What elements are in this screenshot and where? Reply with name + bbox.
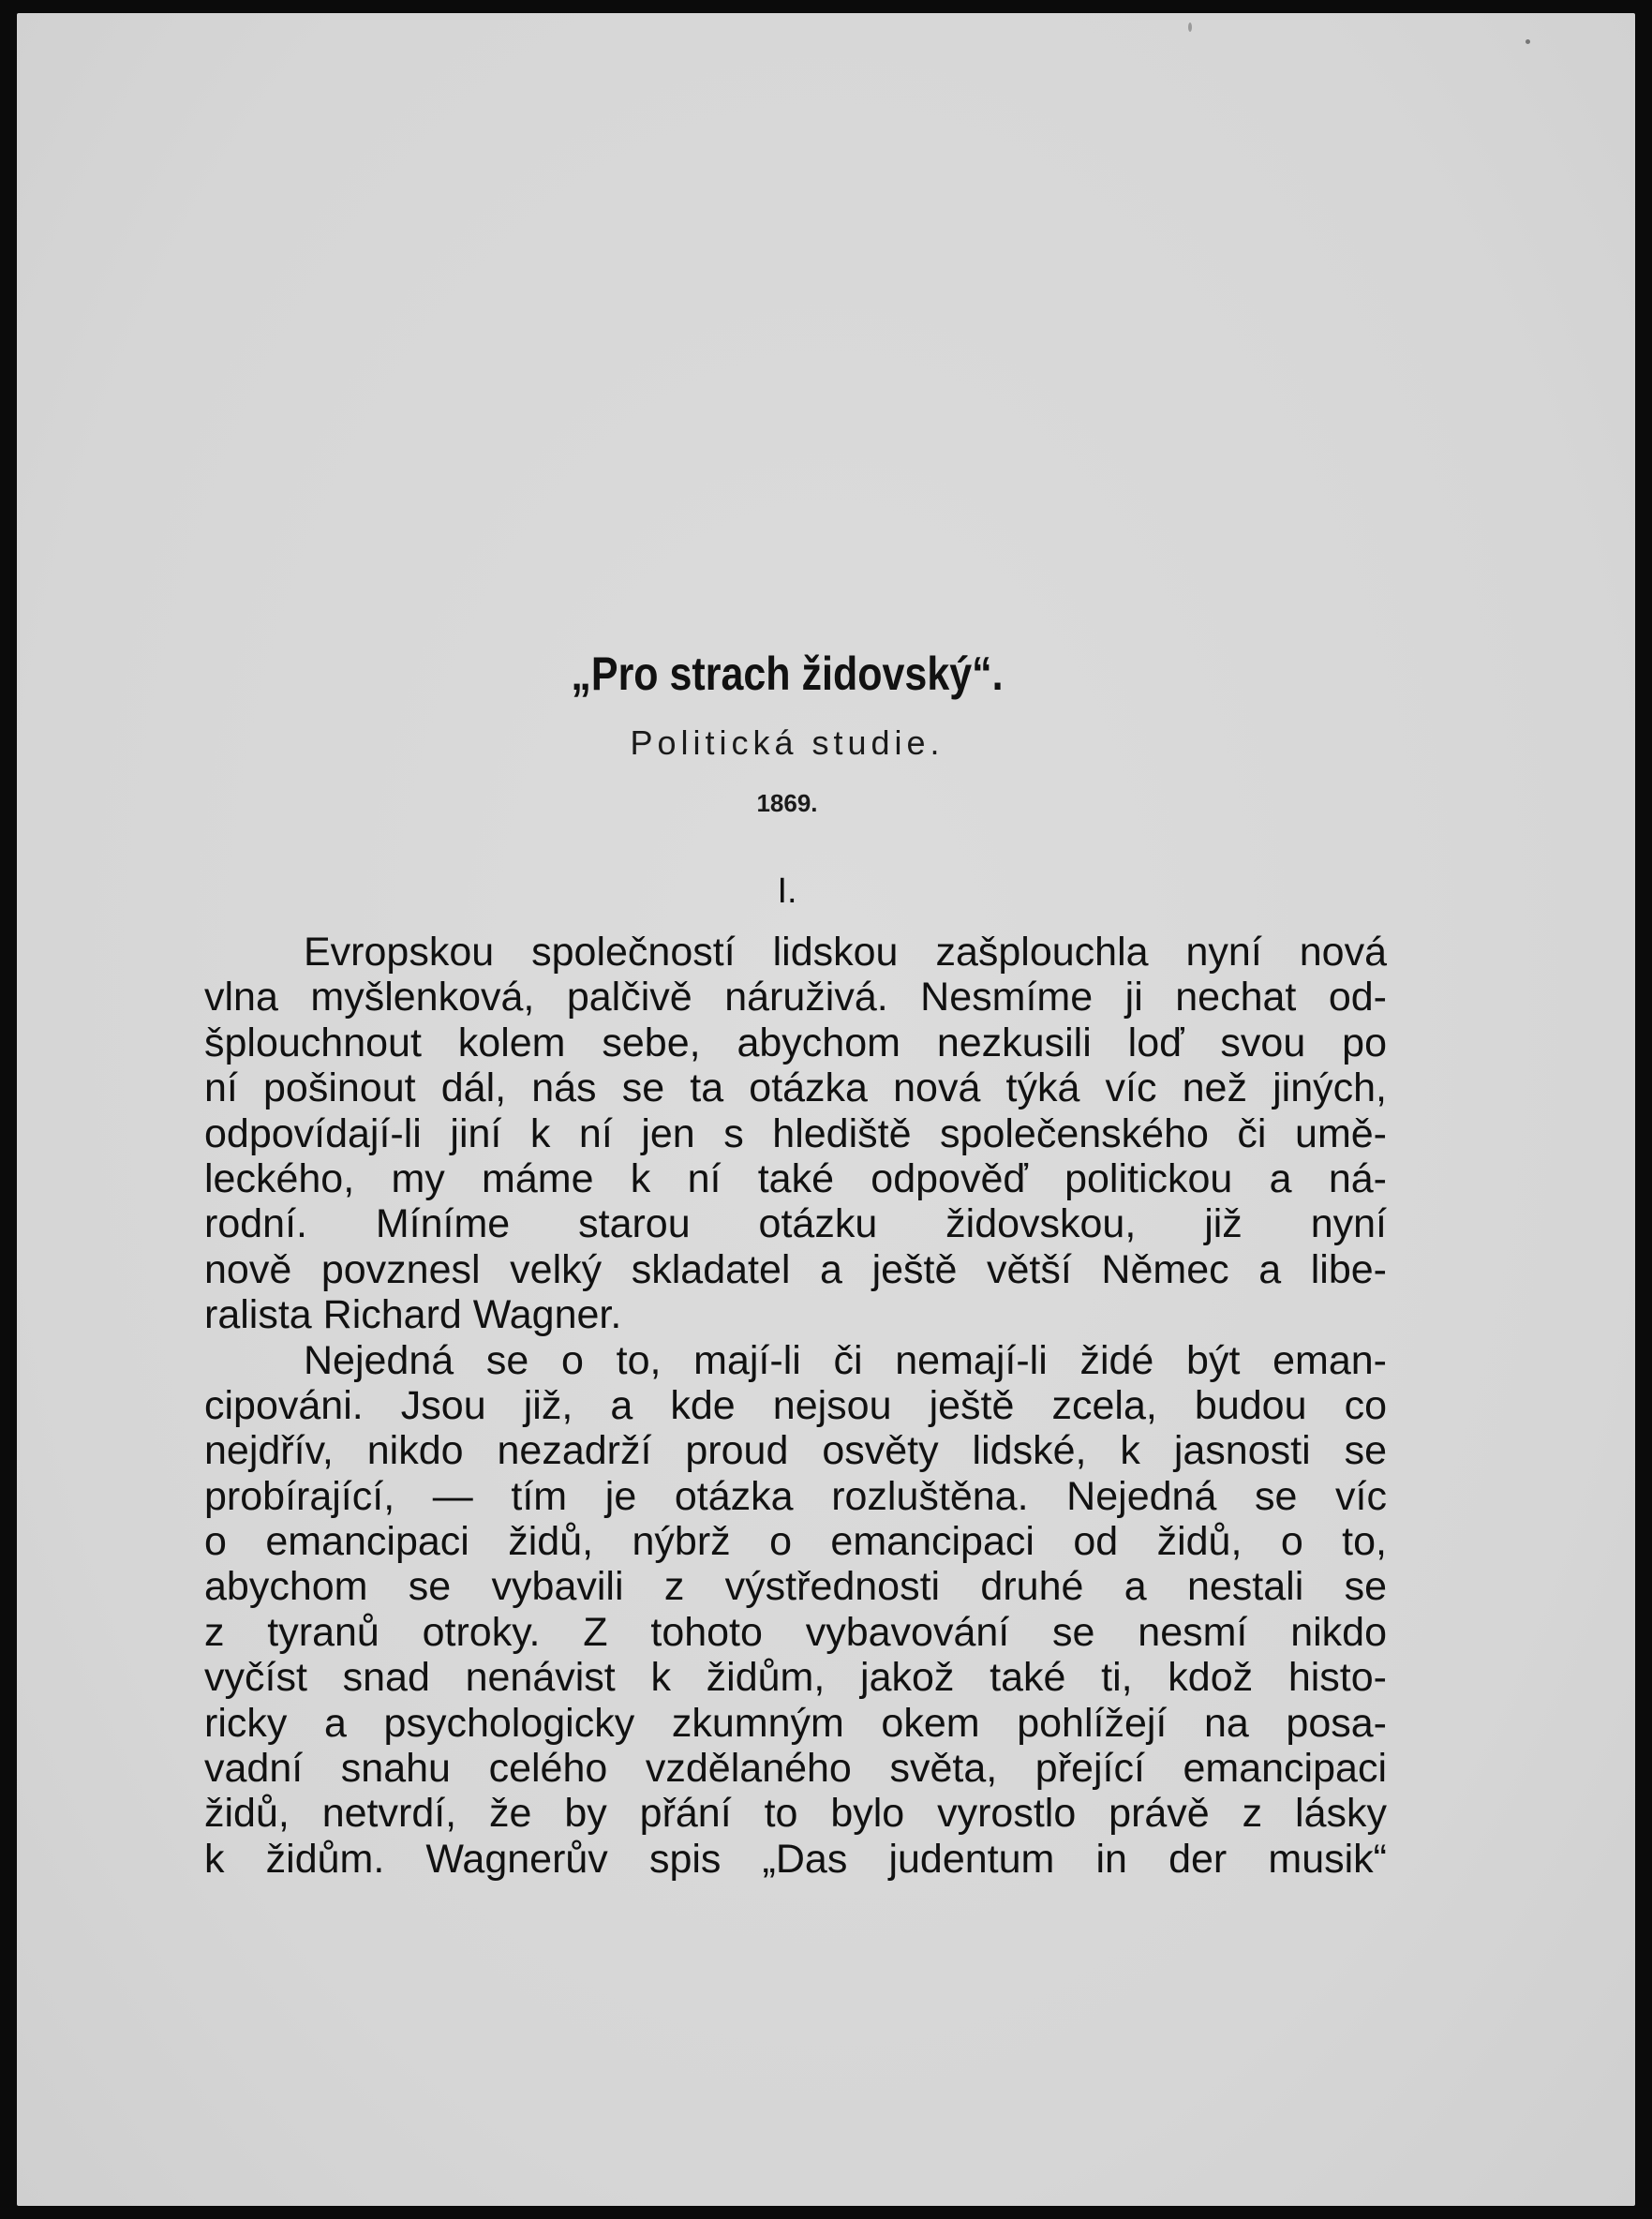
- body-text: [204, 930, 1387, 1882]
- page-subtitle: Politická studie.: [630, 723, 945, 762]
- text-line: z tyranů otroky. Z tohoto vybavování se nesmí nikdo: [204, 1609, 1387, 1655]
- text-line: vlna myšlenková, palčivě náruživá. Nesmíme ji nechat od-: [204, 975, 1387, 1020]
- text-line: vyčíst snad nenávist k židům, jakož také ti, kdož histo-: [204, 1655, 1387, 1701]
- text-line: ní pošinout dál, nás se ta otázka nová týká víc než jiných,: [204, 1065, 1387, 1111]
- section-number: I.: [777, 871, 797, 911]
- text-line: Nejedná se o to, mají-li či nemají-li židé být eman-: [304, 1337, 1387, 1383]
- text-line: odpovídají-li jiní k ní jen s hlediště společenského či umě-: [204, 1110, 1387, 1156]
- scan-speck: [1188, 22, 1192, 32]
- publication-year: 1869.: [756, 789, 818, 817]
- text-line: židů, netvrdí, že by přání to bylo vyrostlo právě z lásky: [204, 1791, 1387, 1837]
- page-title: „Pro strach židovský“.: [571, 648, 1004, 700]
- text-line: šplouchnout kolem sebe, abychom nezkusili loď svou po: [204, 1020, 1387, 1065]
- text-line: probírající, — tím je otázka rozluštěna. Nejedná se víc: [204, 1473, 1387, 1519]
- text-line: o emancipaci židů, nýbrž o emancipaci od židů, o to,: [204, 1519, 1387, 1565]
- text-line: nově povznesl velký skladatel a ještě větší Němec a libe-: [204, 1246, 1387, 1292]
- text-line: cipováni. Jsou již, a kde nejsou ještě zcela, budou co: [204, 1382, 1387, 1428]
- text-line: abychom se vybavili z výstřednosti druhé a nestali se: [204, 1564, 1387, 1610]
- text-line: nejdřív, nikdo nezadrží proud osvěty lidské, k jasnosti se: [204, 1428, 1387, 1474]
- text-line: k židům. Wagnerův spis „Das judentum in der musik“: [204, 1836, 1387, 1882]
- text-line: rodní. Míníme starou otázku židovskou, již nyní: [204, 1201, 1387, 1247]
- text-line: Evropskou společností lidskou zašplouchla nyní nová: [304, 930, 1387, 975]
- text-line: vadní snahu celého vzdělaného světa, přející emancipaci: [204, 1746, 1387, 1792]
- text-line: leckého, my máme k ní také odpověď politickou a ná-: [204, 1155, 1387, 1201]
- scan-speck: [1525, 39, 1530, 44]
- text-line: ricky a psychologicky zkumným okem pohlížejí na posa-: [204, 1700, 1387, 1746]
- text-line: ralista Richard Wagner.: [204, 1292, 622, 1338]
